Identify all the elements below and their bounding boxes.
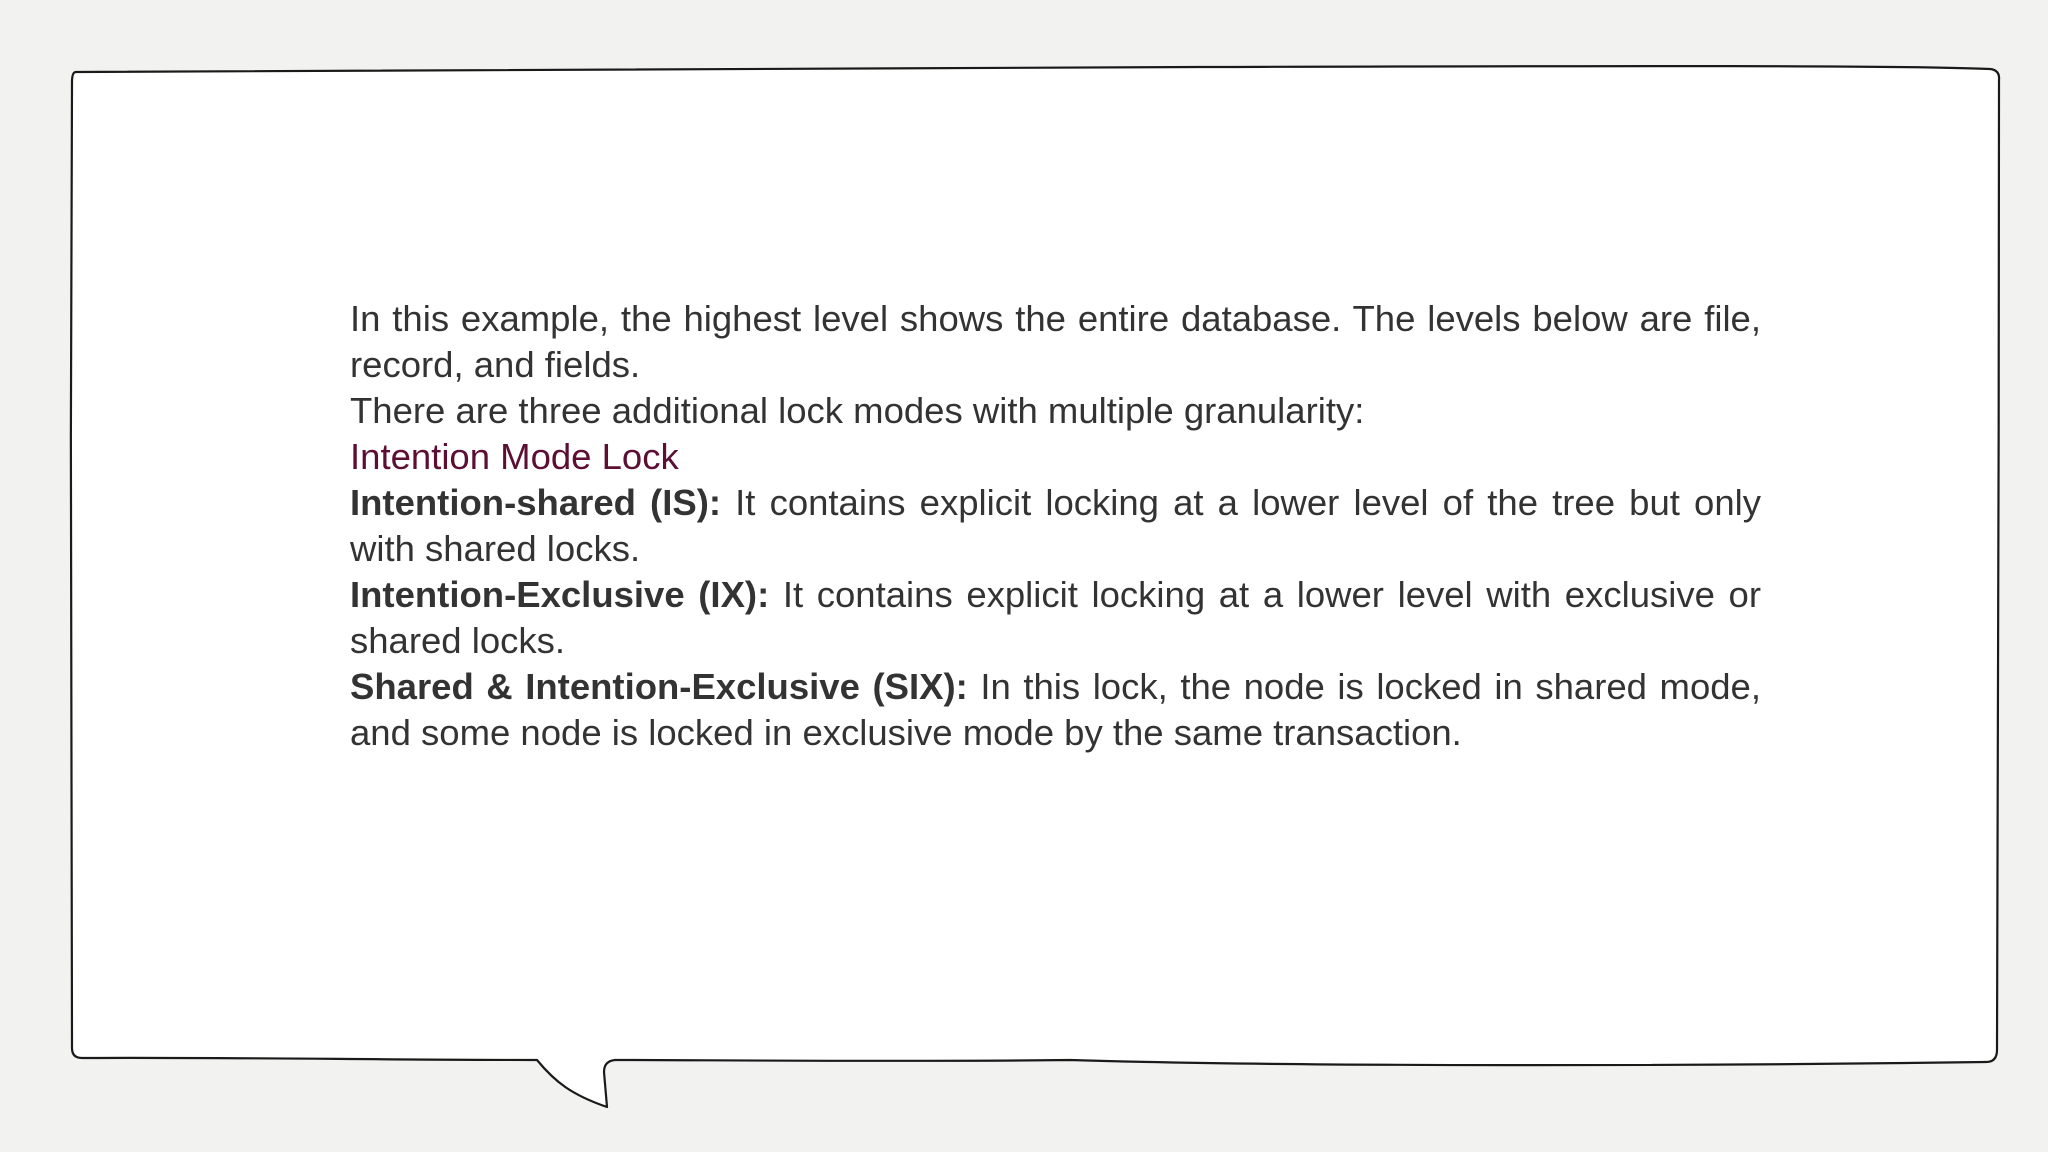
six-description: In this lock, the node is locked in shared mode, and some node is locked in exclusive mode by the same transaction. xyxy=(350,666,1761,753)
slide-body xyxy=(350,296,1761,756)
six-paragraph xyxy=(350,664,1761,756)
intro-paragraph: In this example, the highest level shows the entire database. The levels below are file, record, and fields. xyxy=(350,298,1761,385)
six-term: Shared & Intention-Exclusive (SIX): xyxy=(350,666,968,707)
ix-paragraph xyxy=(350,572,1761,664)
ix-term: Intention-Exclusive (IX): xyxy=(350,574,770,615)
is-description: It contains explicit locking at a lower level of the tree but only with shared locks. xyxy=(350,482,1761,569)
is-term: Intention-shared (IS): xyxy=(350,482,722,523)
ix-description: It contains explicit locking at a lower level with exclusive or shared locks. xyxy=(350,574,1761,661)
section-heading: Intention Mode Lock xyxy=(350,436,679,477)
is-paragraph xyxy=(350,480,1761,572)
additional-modes-paragraph: There are three additional lock modes with multiple granularity: xyxy=(350,390,1365,431)
